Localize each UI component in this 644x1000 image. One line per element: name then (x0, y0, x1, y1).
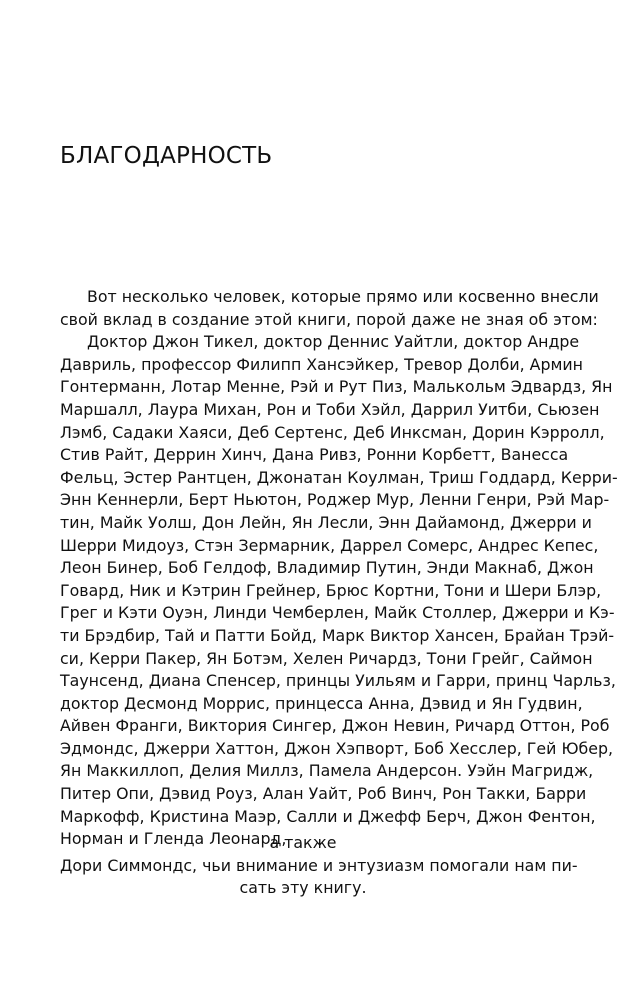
text-line: ти Брэдбир, Тай и Патти Бойд, Марк Виктор Хансен, Брайан Трэй- (60, 625, 615, 645)
text-line: Леон Бинер, Боб Гелдоф, Владимир Путин, Энди Макнаб, Джон (60, 558, 594, 578)
closing-line: а также (269, 833, 337, 852)
text-line: Фельц, Эстер Рантцен, Джонатан Коулман, Триш Годдард, Керри- (60, 467, 618, 487)
text-line: Айвен Франги, Виктория Сингер, Джон Невин, Ричард Оттон, Роб (60, 716, 610, 736)
text-line: Лэмб, Садаки Хаяси, Деб Сертенс, Деб Инксман, Дорин Кэрролл, (60, 422, 605, 442)
text-line: Маршалл, Лаура Михан, Рон и Тоби Хэйл, Даррил Уитби, Сьюзен (60, 399, 600, 419)
text-line: Таунсенд, Диана Спенсер, принцы Уильям и Гарри, принц Чарльз, (60, 671, 616, 691)
text-line: Ян Маккиллоп, Делия Миллз, Памела Андерсон. Уэйн Магридж, (60, 761, 594, 781)
text-line: си, Керри Пакер, Ян Ботэм, Хелен Ричардз, Тони Грейг, Саймон (60, 648, 593, 668)
text-line: Доктор Джон Тикел, доктор Деннис Уайтли, доктор Андре (87, 332, 580, 352)
text-line: свой вклад в создание этой книги, порой даже не зная об этом: (60, 309, 598, 329)
text-line: Энн Кеннерли, Берт Ньютон, Роджер Мур, Ленни Генри, Рэй Мар- (60, 490, 610, 510)
text-line: Норман и Гленда Леонард, (60, 829, 287, 849)
text-line: Стив Райт, Деррин Хинч, Дана Ривз, Ронни Корбетт, Ванесса (60, 445, 569, 465)
acknowledgements-body (60, 286, 618, 851)
text-line: тин, Майк Уолш, Дон Лейн, Ян Лесли, Энн Дайамонд, Джерри и (60, 512, 592, 532)
text-line: Эдмондс, Джерри Хаттон, Джон Хэпворт, Боб Хесслер, Гей Юбер, (60, 738, 614, 758)
closing-block (60, 832, 578, 900)
text-line: доктор Десмонд Моррис, принцесса Анна, Дэвид и Ян Гудвин, (60, 693, 583, 713)
closing-line: Дори Симмондс, чьи внимание и энтузиазм помогали нам пи- (60, 855, 578, 875)
text-line: Вот несколько человек, которые прямо или косвенно внесли (87, 287, 599, 306)
closing-line: сать эту книгу. (239, 878, 367, 898)
text-line: Шерри Мидоуз, Стэн Зермарник, Даррел Сомерс, Андрес Кепес, (60, 535, 599, 555)
text-line: Грег и Кэти Оуэн, Линди Чемберлен, Майк Столлер, Джерри и Кэ- (60, 603, 615, 623)
text-line: Давриль, профессор Филипп Хансэйкер, Тревор Долби, Армин (60, 354, 584, 374)
page-heading: БЛАГОДАРНОСТЬ (60, 143, 273, 169)
text-line: Маркофф, Кристина Маэр, Салли и Джефф Берч, Джон Фентон, (60, 806, 596, 826)
text-line: Питер Опи, Дэвид Роуз, Алан Уайт, Роб Винч, Рон Такки, Барри (60, 784, 587, 804)
text-line: Гонтерманн, Лотар Менне, Рэй и Рут Пиз, Малькольм Эдвардз, Ян (60, 377, 613, 397)
text-line: Говард, Ник и Кэтрин Грейнер, Брюс Кортни, Тони и Шери Блэр, (60, 580, 602, 600)
